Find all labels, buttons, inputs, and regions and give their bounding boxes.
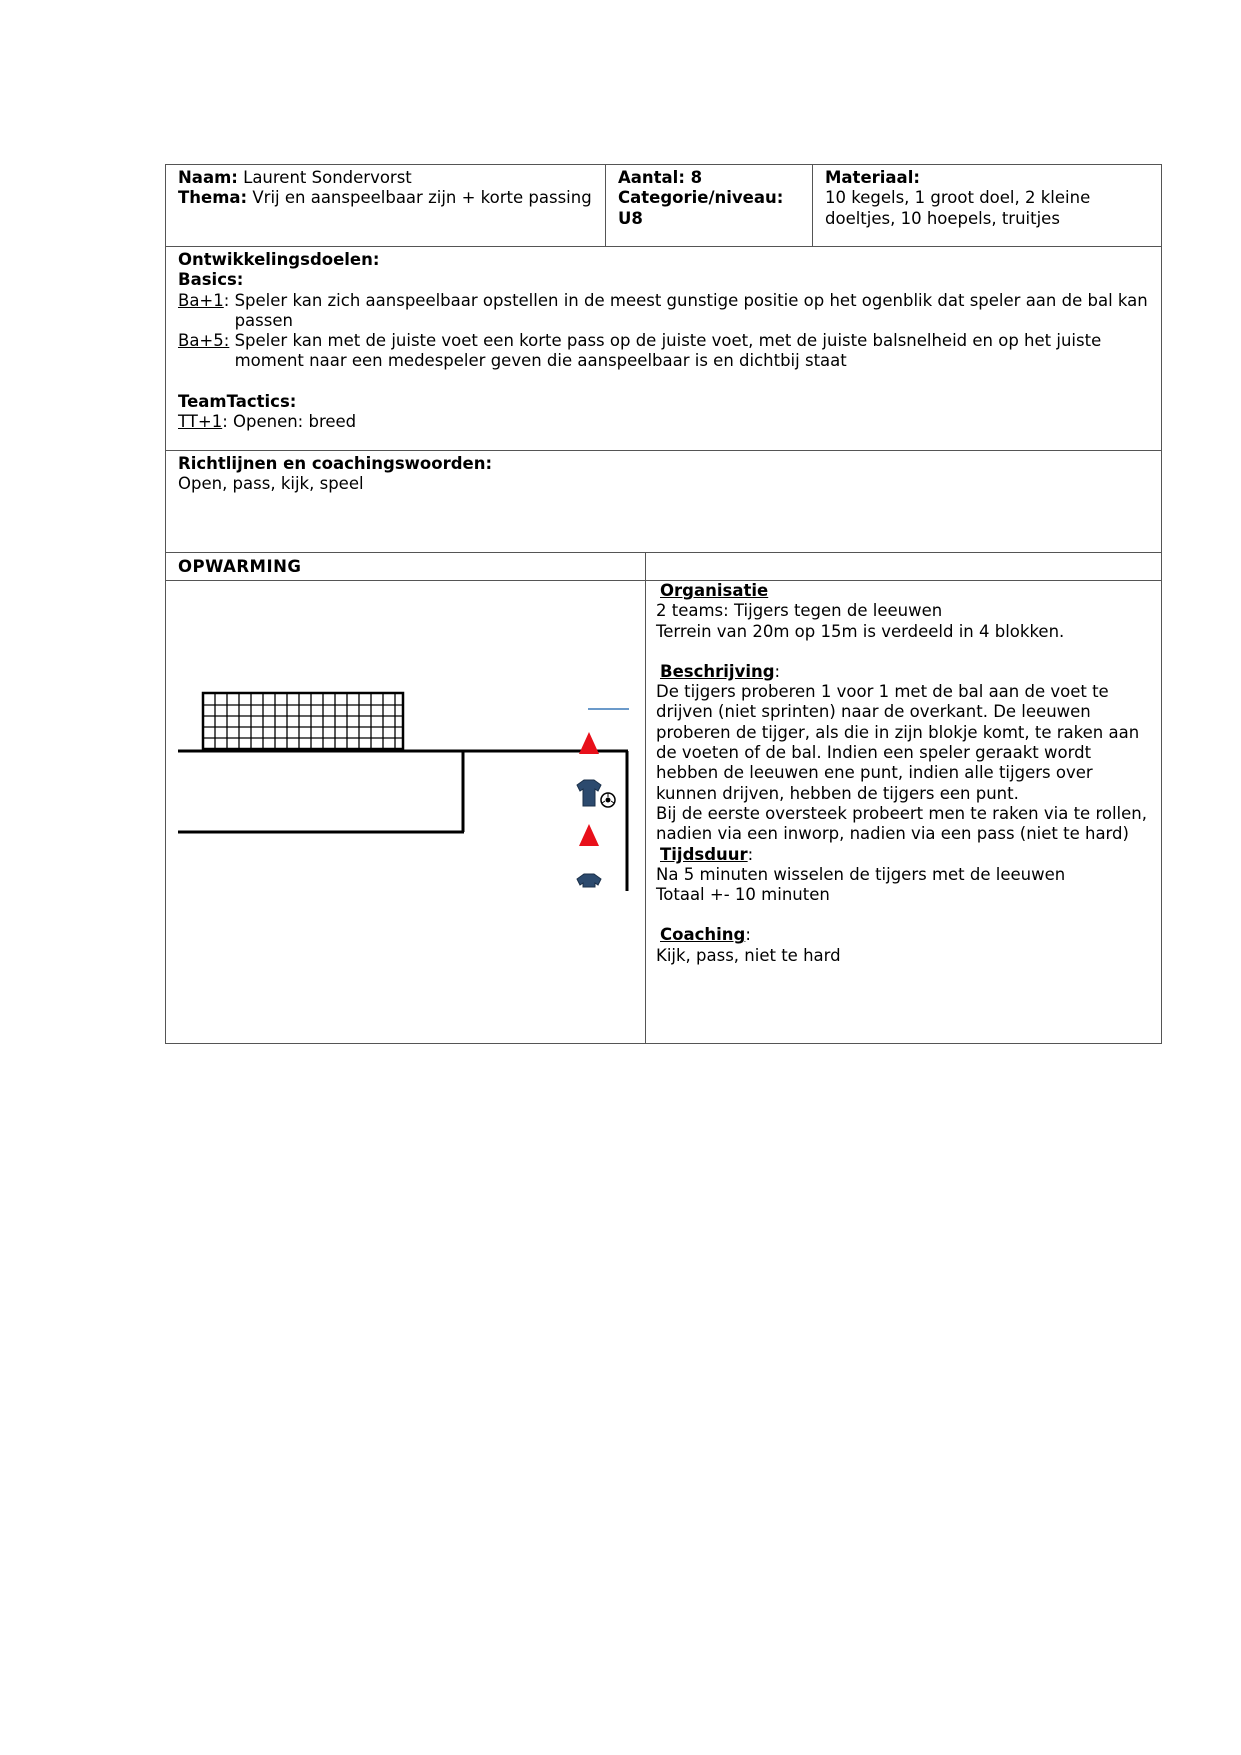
doel-text: Speler kan zich aanspeelbaar opstellen in de meest gunstige positie op het ogenblik dat speler aan de bal kan passen bbox=[234, 290, 1148, 330]
materiaal-value: 10 kegels, 1 groot doel, 2 kleine doeltjes, 10 hoepels, truitjes bbox=[825, 188, 1091, 228]
organisatie-line: Terrein van 20m op 15m is verdeeld in 4 blokken. bbox=[656, 621, 1065, 641]
naam-label: Naam: bbox=[178, 168, 238, 187]
opwarming-info-cell bbox=[646, 581, 1162, 1044]
coaching-heading bbox=[656, 925, 1151, 945]
beschrijving-title: Beschrijving bbox=[660, 661, 775, 681]
categorie-value: U8 bbox=[618, 208, 643, 228]
field-lines bbox=[178, 751, 628, 891]
tt-text: : Openen: breed bbox=[222, 412, 357, 432]
naam-thema-cell bbox=[166, 165, 606, 247]
teamtactics-title: TeamTactics: bbox=[178, 391, 297, 411]
organisatie-title: Organisatie bbox=[660, 581, 769, 600]
basics-title: Basics: bbox=[178, 270, 244, 290]
naam-line bbox=[178, 168, 593, 188]
tijdsduur-title: Tijdsduur bbox=[660, 844, 748, 864]
doelen-cell bbox=[166, 247, 1162, 451]
richtlijnen-title: Richtlijnen en coachingswoorden: bbox=[178, 454, 493, 473]
training-sheet bbox=[165, 164, 1161, 1044]
beschrijving-heading bbox=[656, 662, 1151, 682]
materiaal-label: Materiaal: bbox=[825, 168, 920, 187]
organisatie-line: 2 teams: Tijgers tegen de leeuwen bbox=[656, 601, 943, 621]
naam-value: Laurent Sondervorst bbox=[243, 168, 412, 187]
richtlijnen-text: Open, pass, kijk, speel bbox=[178, 474, 364, 494]
doel-item bbox=[178, 331, 1149, 372]
tt-code: TT+1 bbox=[178, 412, 223, 432]
richtlijnen-cell bbox=[166, 451, 1162, 553]
cone-icon bbox=[579, 732, 599, 754]
opwarming-title: OPWARMING bbox=[166, 553, 646, 581]
richtlijnen-row bbox=[166, 451, 1162, 553]
thema-value: Vrij en aanspeelbaar zijn + korte passing bbox=[252, 188, 592, 208]
aantal-cell bbox=[606, 165, 813, 247]
coaching-title: Coaching bbox=[660, 925, 746, 945]
field-diagram-cell bbox=[166, 581, 646, 1044]
doel-code: Ba+5: bbox=[178, 331, 230, 351]
doel-text: Speler kan met de juiste voet een korte pass op de juiste voet, met de juiste balsnelheid en op het juiste moment naar een medespeler geven die aanspeelbaar is en dichtbij staat bbox=[234, 331, 1102, 371]
tijdsduur-line: Na 5 minuten wisselen de tijgers met de leeuwen bbox=[656, 864, 1066, 884]
materiaal-cell bbox=[813, 165, 1162, 247]
doelen-row bbox=[166, 247, 1162, 451]
beschrijving-text: De tijgers proberen 1 voor 1 met de bal aan de voet te drijven (niet sprinten) naar de overkant. De leeuwen proberen de tijger, als die in zijn blokje komt, te raken aan de voeten of de bal. Indien een speler geraakt wordt hebben de leeuwen ene punt, indien alle tijgers over kunnen drijven, hebben de tijgers een punt. bbox=[656, 682, 1140, 803]
tt-line bbox=[178, 412, 1149, 432]
player-shirt-icon bbox=[577, 780, 601, 806]
tijdsduur-heading bbox=[656, 845, 1151, 865]
opwarming-header-empty bbox=[646, 553, 1162, 581]
colon: : bbox=[745, 925, 751, 945]
ball-icon bbox=[601, 793, 615, 807]
doel-code: Ba+1 bbox=[178, 290, 224, 310]
opwarming-body-row bbox=[166, 581, 1162, 1044]
training-table bbox=[165, 164, 1162, 1044]
doel-sep: : bbox=[223, 290, 235, 310]
field-diagram bbox=[166, 581, 644, 1043]
tijdsduur-line: Totaal +- 10 minuten bbox=[656, 885, 830, 905]
opwarming-header-row bbox=[166, 553, 1162, 581]
beschrijving-text-2: Bij de eerste oversteek probeert men te raken via te rollen, nadien via een inworp, nadien via een pass (niet te hard) bbox=[656, 803, 1147, 844]
cone-icon bbox=[579, 824, 599, 846]
categorie-label: Categorie/niveau: bbox=[618, 188, 784, 208]
doelen-title: Ontwikkelingsdoelen: bbox=[178, 250, 380, 269]
thema-label: Thema: bbox=[178, 188, 248, 208]
aantal-label: Aantal: 8 bbox=[618, 168, 703, 187]
player-shirt-icon bbox=[577, 874, 601, 887]
colon: : bbox=[747, 844, 754, 864]
doel-item bbox=[178, 291, 1149, 332]
goal-net-icon bbox=[203, 693, 403, 749]
colon: : bbox=[774, 661, 781, 681]
coaching-text: Kijk, pass, niet te hard bbox=[656, 945, 841, 965]
header-row bbox=[166, 165, 1162, 247]
thema-line bbox=[178, 188, 593, 208]
